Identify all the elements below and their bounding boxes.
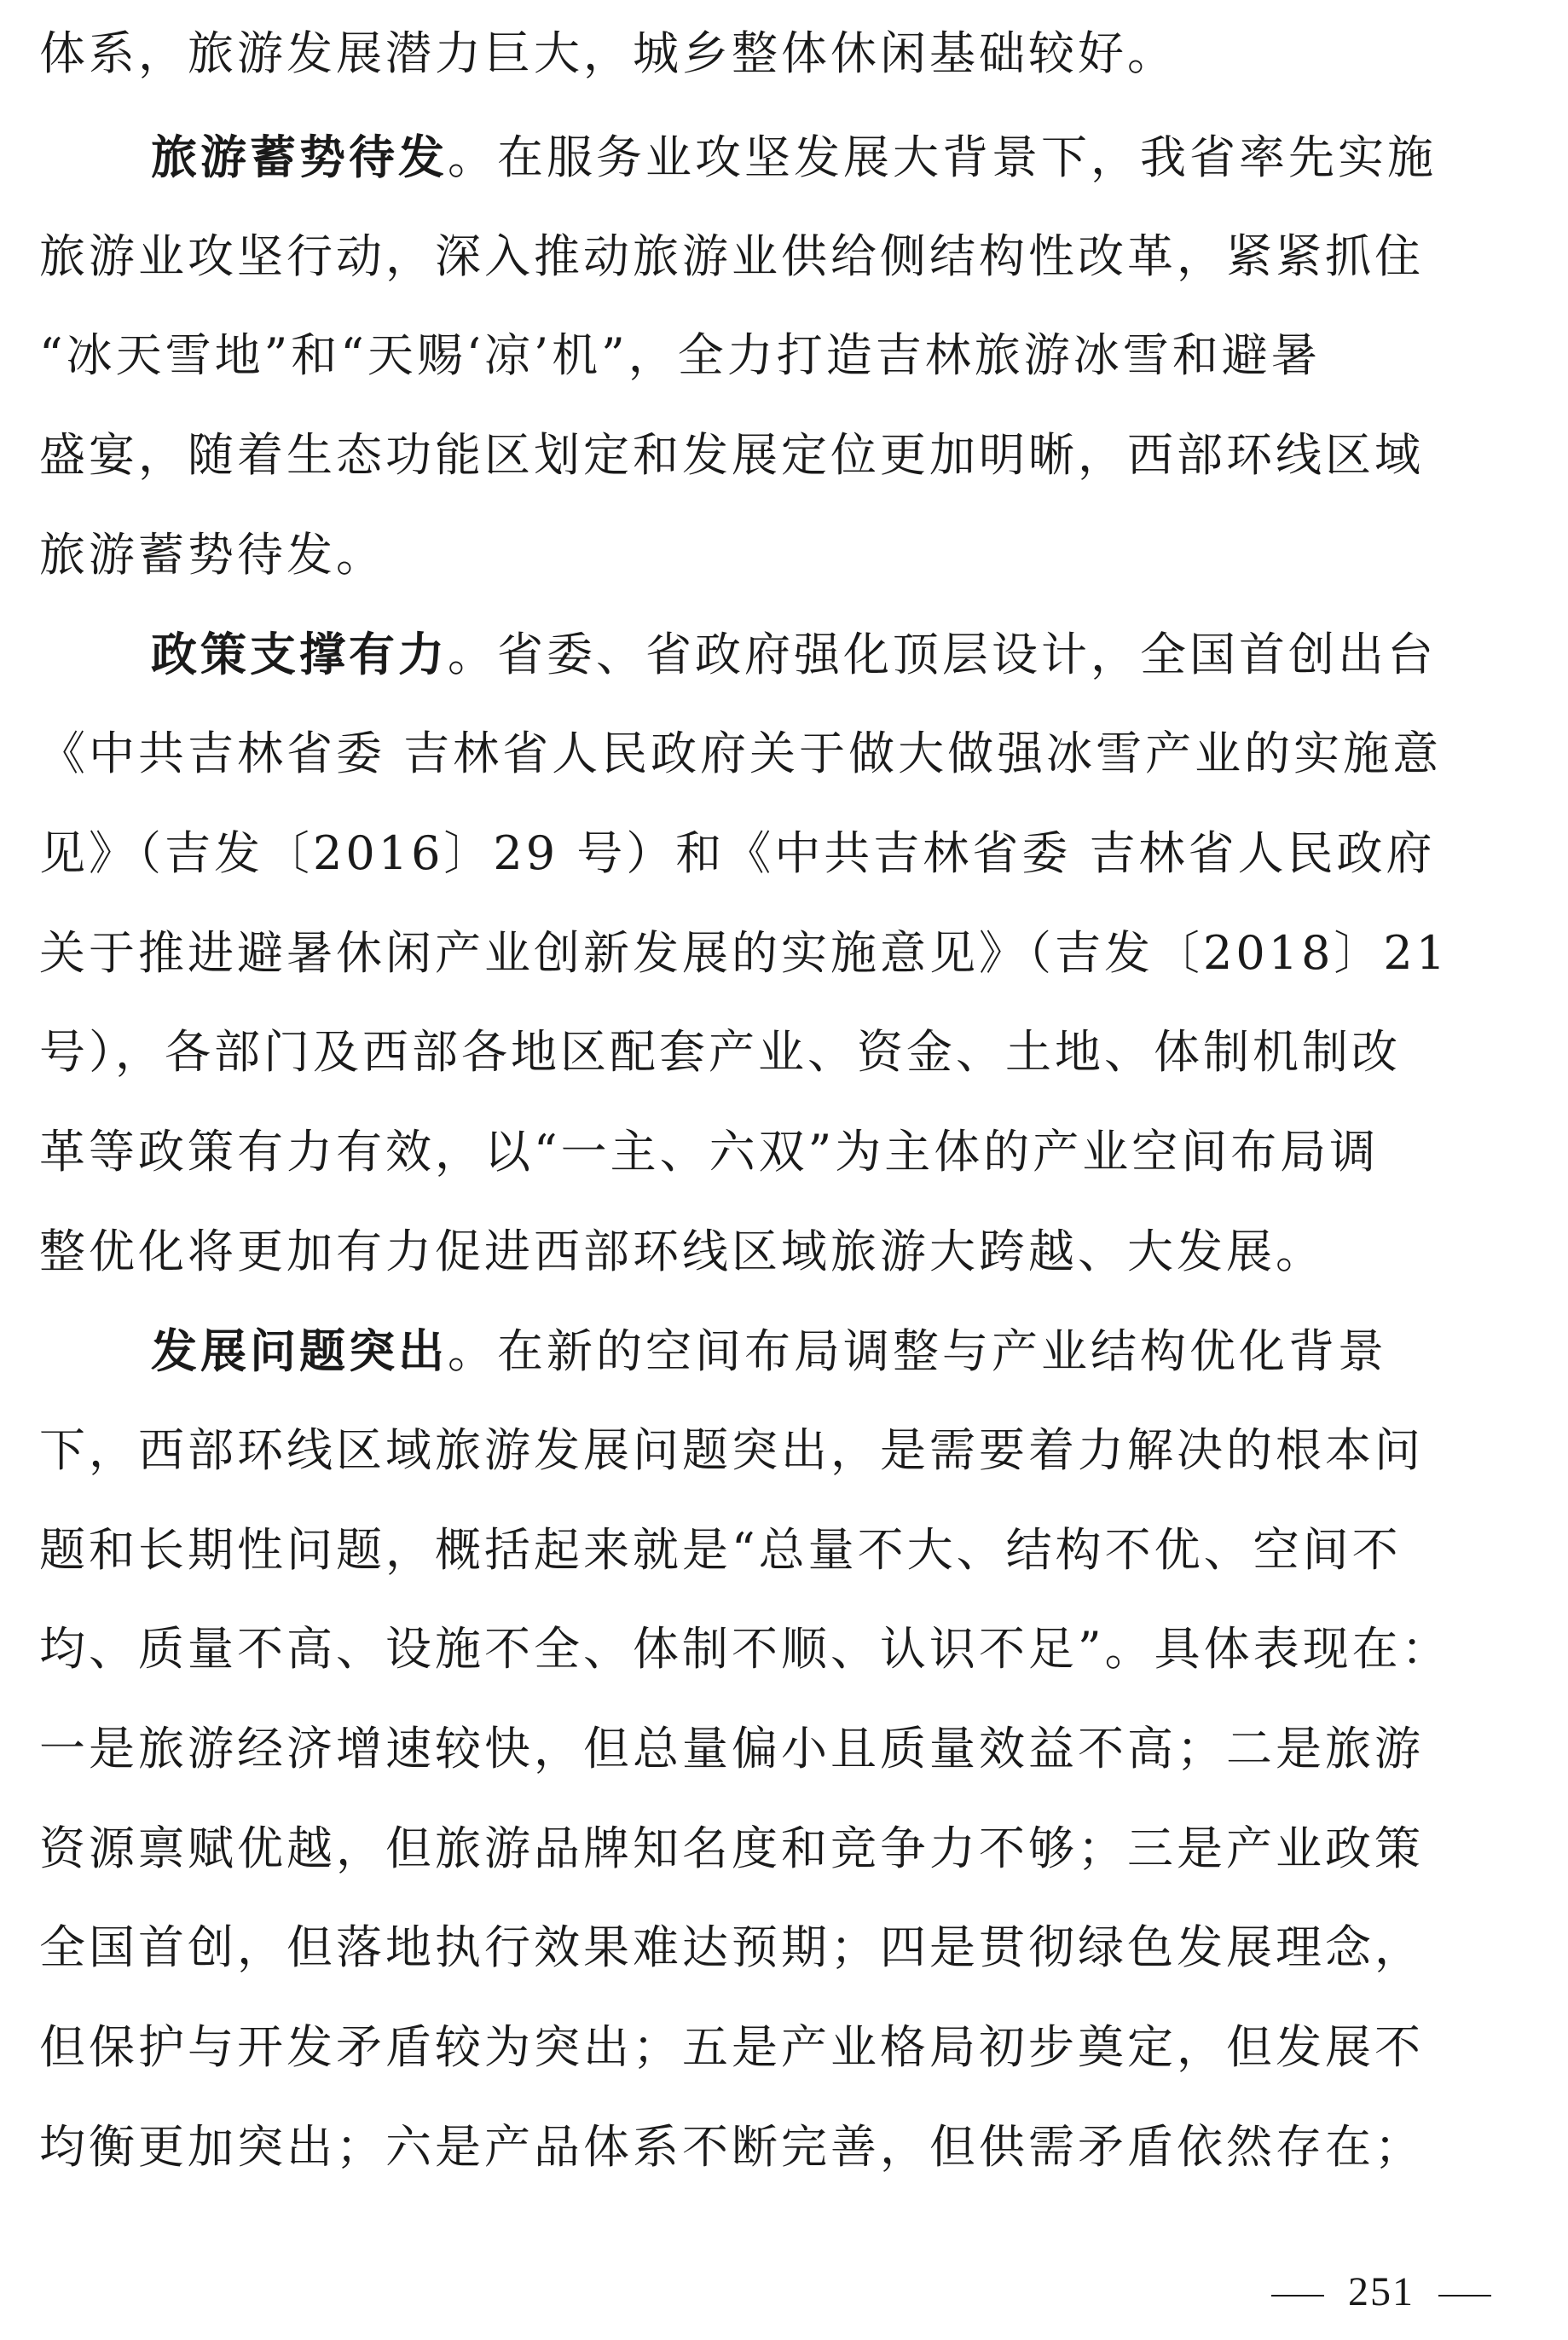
text-line: 均、质量不高、设施不全、体制不顺、认识不足”。具体表现在： [39, 1622, 1451, 1677]
text-line: 盛宴，随着生态功能区划定和发展定位更加明晰，西部环线区域 [39, 428, 1424, 483]
text-line: “冰天雪地”和“天赐‘凉’机”，全力打造吉林旅游冰雪和避暑 [39, 328, 1321, 383]
text-line: 见》（吉发〔2016〕29 号）和《中共吉林省委 吉林省人民政府 [39, 825, 1436, 880]
paragraph-text: 。省委、省政府强化顶层设计，全国首创出台 [448, 628, 1437, 682]
text-line: 一是旅游经济增速较快，但总量偏小且质量效益不高；二是旅游 [39, 1722, 1424, 1775]
text-line: 《中共吉林省委 吉林省人民政府关于做大做强冰雪产业的实施意 [39, 727, 1443, 781]
text-line: 号），各部门及西部各地区配套产业、资金、土地、体制机制改 [39, 1025, 1401, 1080]
text-line: 旅游业攻坚行动，深入推动旅游业供给侧结构性改革，紧紧抓住 [39, 229, 1424, 283]
paragraph-text: 。在服务业攻坚发展大背景下，我省率先实施 [448, 130, 1437, 184]
text-line: 旅游蓄势待发。 [39, 527, 385, 582]
paragraph-heading: 旅游蓄势待发 [151, 130, 448, 184]
paragraph-first-line [39, 605, 1531, 704]
text-line: 整优化将更加有力促进西部环线区域旅游大跨越、大发展。 [39, 1224, 1325, 1278]
text-line: 资源禀赋优越，但旅游品牌知名度和竞争力不够；三是产业政策 [39, 1821, 1424, 1875]
page-number-dash-left [1271, 2295, 1324, 2297]
page-number-dash-right [1438, 2295, 1491, 2297]
text-line: 但保护与开发矛盾较为突出；五是产业格局初步奠定，但发展不 [39, 2020, 1424, 2075]
paragraph-heading: 政策支撑有力 [151, 627, 448, 682]
body-text [39, 0, 1531, 2197]
text-line: 均衡更加突出；六是产品体系不断完善，但供需矛盾依然存在； [39, 2119, 1424, 2174]
text-line: 关于推进避暑休闲产业创新发展的实施意见》（吉发〔2018〕21 [39, 925, 1449, 980]
paragraph-first-line [39, 1301, 1531, 1401]
text-line: 革等政策有力有效，以“一主、六双”为主体的产业空间布局调 [39, 1124, 1380, 1179]
page-footer [1247, 2268, 1515, 2315]
paragraph-heading: 发展问题突出 [151, 1323, 448, 1379]
page-number: 251 [1348, 2269, 1415, 2314]
text-line: 下，西部环线区域旅游发展问题突出，是需要着力解决的根本问 [39, 1422, 1424, 1477]
text-line: 全国首创，但落地执行效果难达预期；四是贯彻绿色发展理念， [39, 1920, 1424, 1975]
text-line: 体系，旅游发展潜力巨大，城乡整体休闲基础较好。 [39, 26, 1177, 80]
paragraph-first-line [39, 107, 1531, 207]
paragraph-text: 。在新的空间布局调整与产业结构优化背景 [448, 1324, 1387, 1379]
text-line: 题和长期性问题，概括起来就是“总量不大、结构不优、空间不 [39, 1522, 1402, 1577]
